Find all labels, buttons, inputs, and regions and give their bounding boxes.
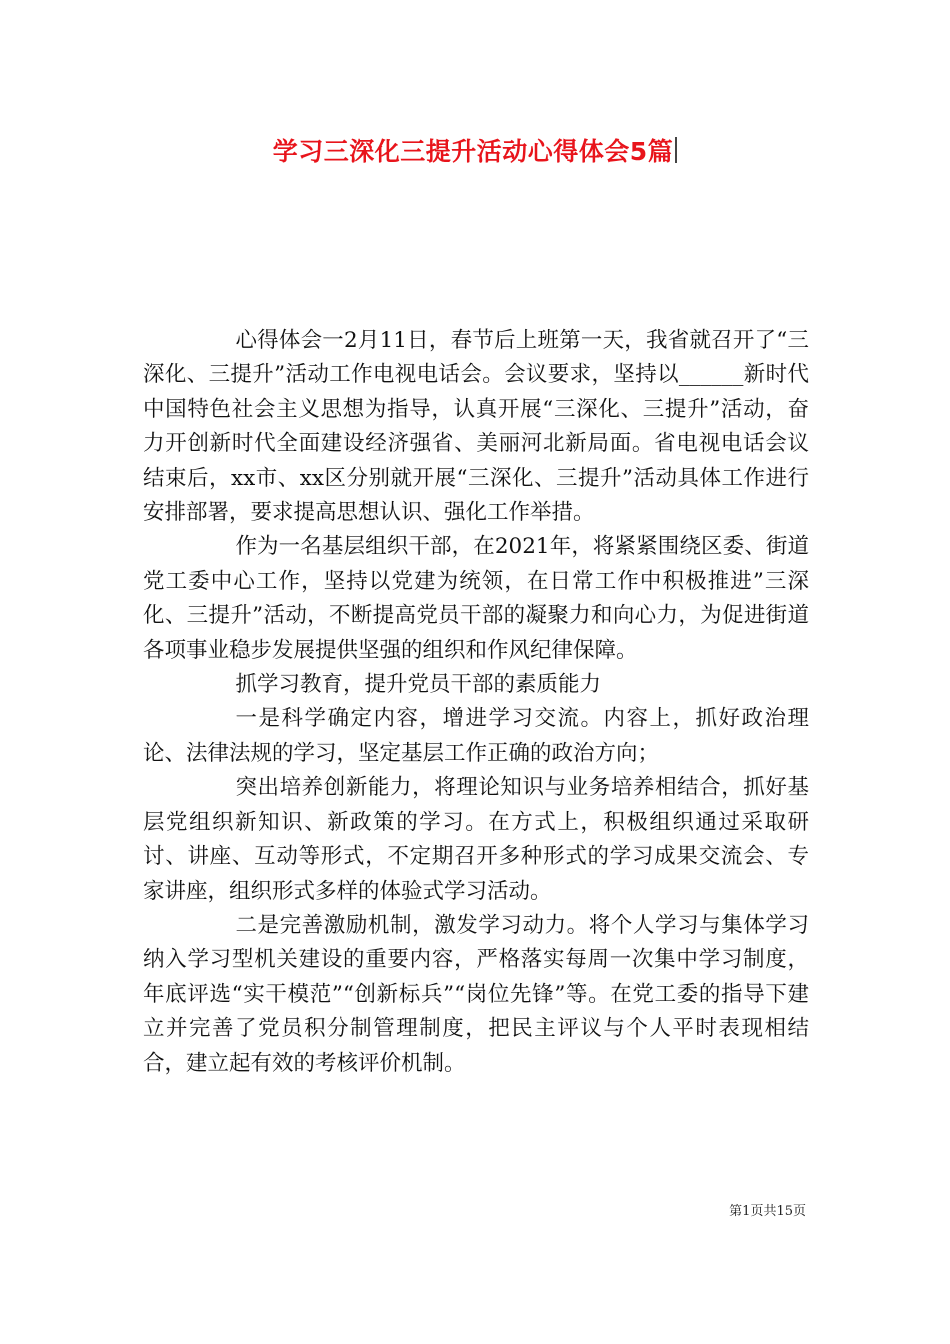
paragraph-5: 二是完善激励机制，激发学习动力。将个人学习与集体学习纳入学习型机关建设的重要内容，严格落实每周一次集中学习制度，年底评选“实干模范”“创新标兵”“岗位先锋”等。在党工委的指导下建立并完善了党员积分制管理制度，把民主评议与个人平时表现相结合，建立起有效的考核评价机制。 — [143, 912, 809, 1076]
paragraph-2: 作为一名基层组织干部，在2021年，将紧紧围绕区委、街道党工委中心工作，坚持以党建为统领，在日常工作中积极推进”三深化、三提升”活动，不断提高党员干部的凝聚力和向心力，为促进街道各项事业稳步发展提供坚强的组织和作风纪律保障。 — [143, 534, 809, 663]
document-body — [143, 324, 809, 1081]
page-footer: 第1页共15页 — [729, 1204, 806, 1219]
section-heading: 抓学习教育，提升党员干部的素质能力 — [235, 672, 601, 698]
document-title-text: 学习三深化三提升活动心得体会5篇 — [272, 137, 674, 166]
paragraph-3: 一是科学确定内容，增进学习交流。内容上，抓好政治理论、法律法规的学习，坚定基层工作正确的政治方向； — [143, 706, 809, 766]
paragraph-1: 心得体会一2月11日，春节后上班第一天，我省就召开了“三深化、三提升”活动工作电视电话会。会议要求，坚持以______新时代中国特色社会主义思想为指导，认真开展“三深化、三提升”活动，奋力开创新时代全面建设经济强省、美丽河北新局面。省电视电话会议结束后，xx市、xx区分别就开展“三深化、三提升”活动具体工作进行安排部署，要求提高思想认识、强化工作举措。 — [143, 328, 809, 526]
document-title — [0, 132, 950, 172]
text-cursor — [675, 137, 677, 163]
paragraph-4: 突出培养创新能力，将理论知识与业务培养相结合，抓好基层党组织新知识、新政策的学习。在方式上，积极组织通过采取研讨、讲座、互动等形式，不定期召开多种形式的学习成果交流会、专家讲座，组织形式多样的体验式学习活动。 — [143, 775, 809, 904]
